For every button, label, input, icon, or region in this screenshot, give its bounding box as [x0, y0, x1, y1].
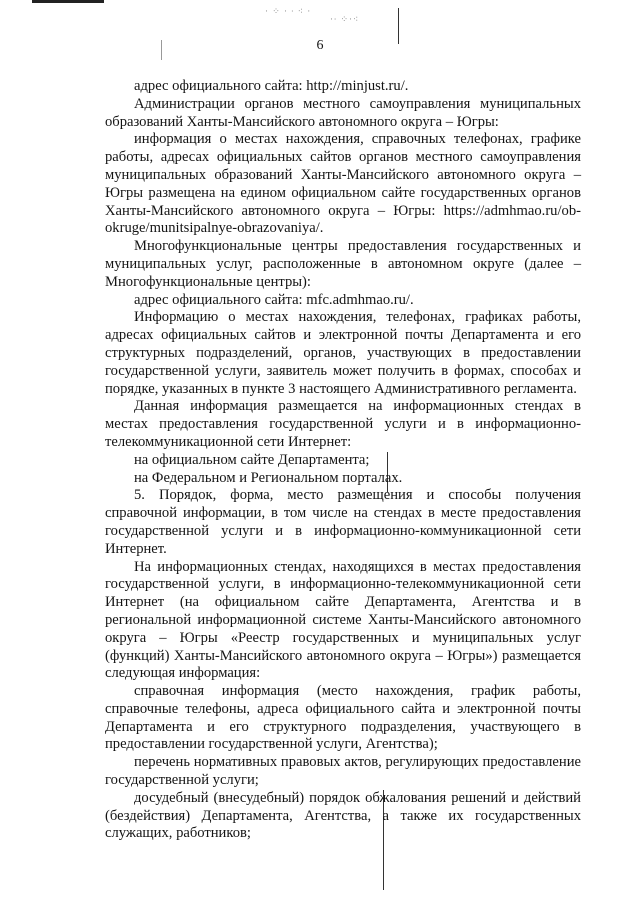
paragraph: досудебный (внесудебный) порядок обжалования решений и действий (бездействия) Департамента, Агентства, а также их государственных служащих, работников;: [105, 789, 581, 842]
paragraph: Администрации органов местного самоуправления муниципальных образований Ханты-Мансийского автономного округа – Югры:: [105, 95, 581, 130]
paragraph: Многофункциональные центры предоставления государственных и муниципальных услуг, расположенные в автономном округе (далее – Многофункциональные центры):: [105, 238, 581, 290]
paragraph: На информационных стендах, находящихся в местах предоставления государственной услуги, в информационно-телекоммуникационной сети Интернет (на официальном сайте Департамента, Агентства и в региональной информационной системе Ханты-Мансийского автономного округа – Югры «Реестр государственных и муниципальных услуг (функций) Ханты-Мансийского автономного округа – Югры») размещается следующая информация:: [105, 558, 581, 682]
paragraph: на Федеральном и Региональном порталах.: [134, 469, 403, 486]
paragraph: информация о местах нахождения, справочных телефонах, графике работы, адресах официальных сайтов органов местного самоуправления муниципальных образований Ханты-Мансийского автономного округа – Югры размещена на едином официальном сайте государственных органов Ханты-Мансийского автономного округа – Югры: https://admhmao.ru/ob-okruge/munitsipalnye-obrazovaniya/.: [105, 131, 581, 237]
page-number: 6: [316, 38, 324, 53]
paragraph: перечень нормативных правовых актов, регулирующих предоставление государственной услуги;: [105, 754, 581, 789]
scan-artifact-specks: · ⁘ · ∙ ⁖ ·: [265, 6, 312, 16]
paragraph: адрес официального сайта: mfc.admhmao.ru/.: [134, 291, 414, 308]
scan-artifact-line: [32, 0, 104, 3]
document-body: [105, 78, 581, 843]
paragraph: 5. Порядок, форма, место размещения и способы получения справочной информации, в том числе на стендах в месте предоставления государственной услуги и в информационно-коммуникационной сети Интернет.: [105, 487, 581, 557]
paragraph: Данная информация размещается на информационных стендах в местах предоставления государственной услуги и в информационно-телекоммуникационной сети Интернет:: [105, 398, 581, 450]
scan-artifact-specks: ·∙ ⁘·⁖: [330, 14, 360, 24]
paragraph: на официальном сайте Департамента;: [134, 451, 370, 468]
paragraph: справочная информация (место нахождения, график работы, справочные телефоны, адреса официального сайта и электронной почты Департамента и его структурного подразделения, участвующего в предоставлении государственной услуги, Агентства);: [105, 683, 581, 753]
paragraph: адрес официального сайта: http://minjust.ru/.: [134, 78, 409, 94]
paragraph: Информацию о местах нахождения, телефонах, графиках работы, адресах официальных сайтов и электронной почты Департамента и его структурных подразделений, органов, участвующих в предоставлении государственной услуги, заявитель может получить в формах, способах и порядке, указанных в пункте 3 настоящего Административного регламента.: [105, 309, 581, 397]
